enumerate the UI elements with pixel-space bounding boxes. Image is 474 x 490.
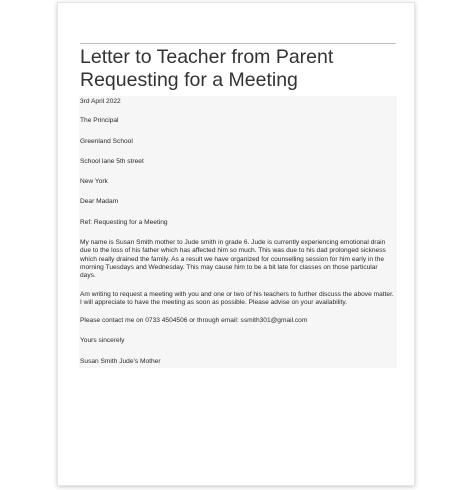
subject-line: Ref: Requesting for a Meeting [80,218,168,226]
document-page [57,2,415,486]
body-paragraph-1: My name is Susan Smith mother to Jude smith in grade 6. Jude is currently experiencing emotional drain due to the loss of his father which has affected him so much. This was due to his dad prolonged sickness which really drained the family. As a result we have organized for counselling session for him early in the morning Tuesdays and Wednesday. This may cause him to be a bit late for classes on those particular days. [80,239,386,280]
signature-line: Susan Smith Jude’s Mother [80,357,161,365]
recipient-line: The Principal [80,117,119,125]
closing-line: Yours sincerely [80,337,125,345]
city-line: New York [80,178,108,186]
header-rule [80,43,396,44]
contact-line: Please contact me on 0733 4504506 or through email: ssmith301@gmail.com [80,317,308,325]
letter-body [79,96,397,368]
letter-date: 3rd April 2022 [80,98,121,105]
school-name: Greenland School [80,137,133,145]
body-paragraph-2: Am writing to request a meeting with you and one or two of his teachers to further discuss the above matter. I will appreciate to have the meeting as soon as possible. Please advise on your availability. [80,290,394,306]
salutation: Dear Madam [80,198,119,206]
street-address: School lane 5th street [80,157,144,165]
document-title: Letter to Teacher from Parent Requesting for a Meeting [80,46,334,91]
